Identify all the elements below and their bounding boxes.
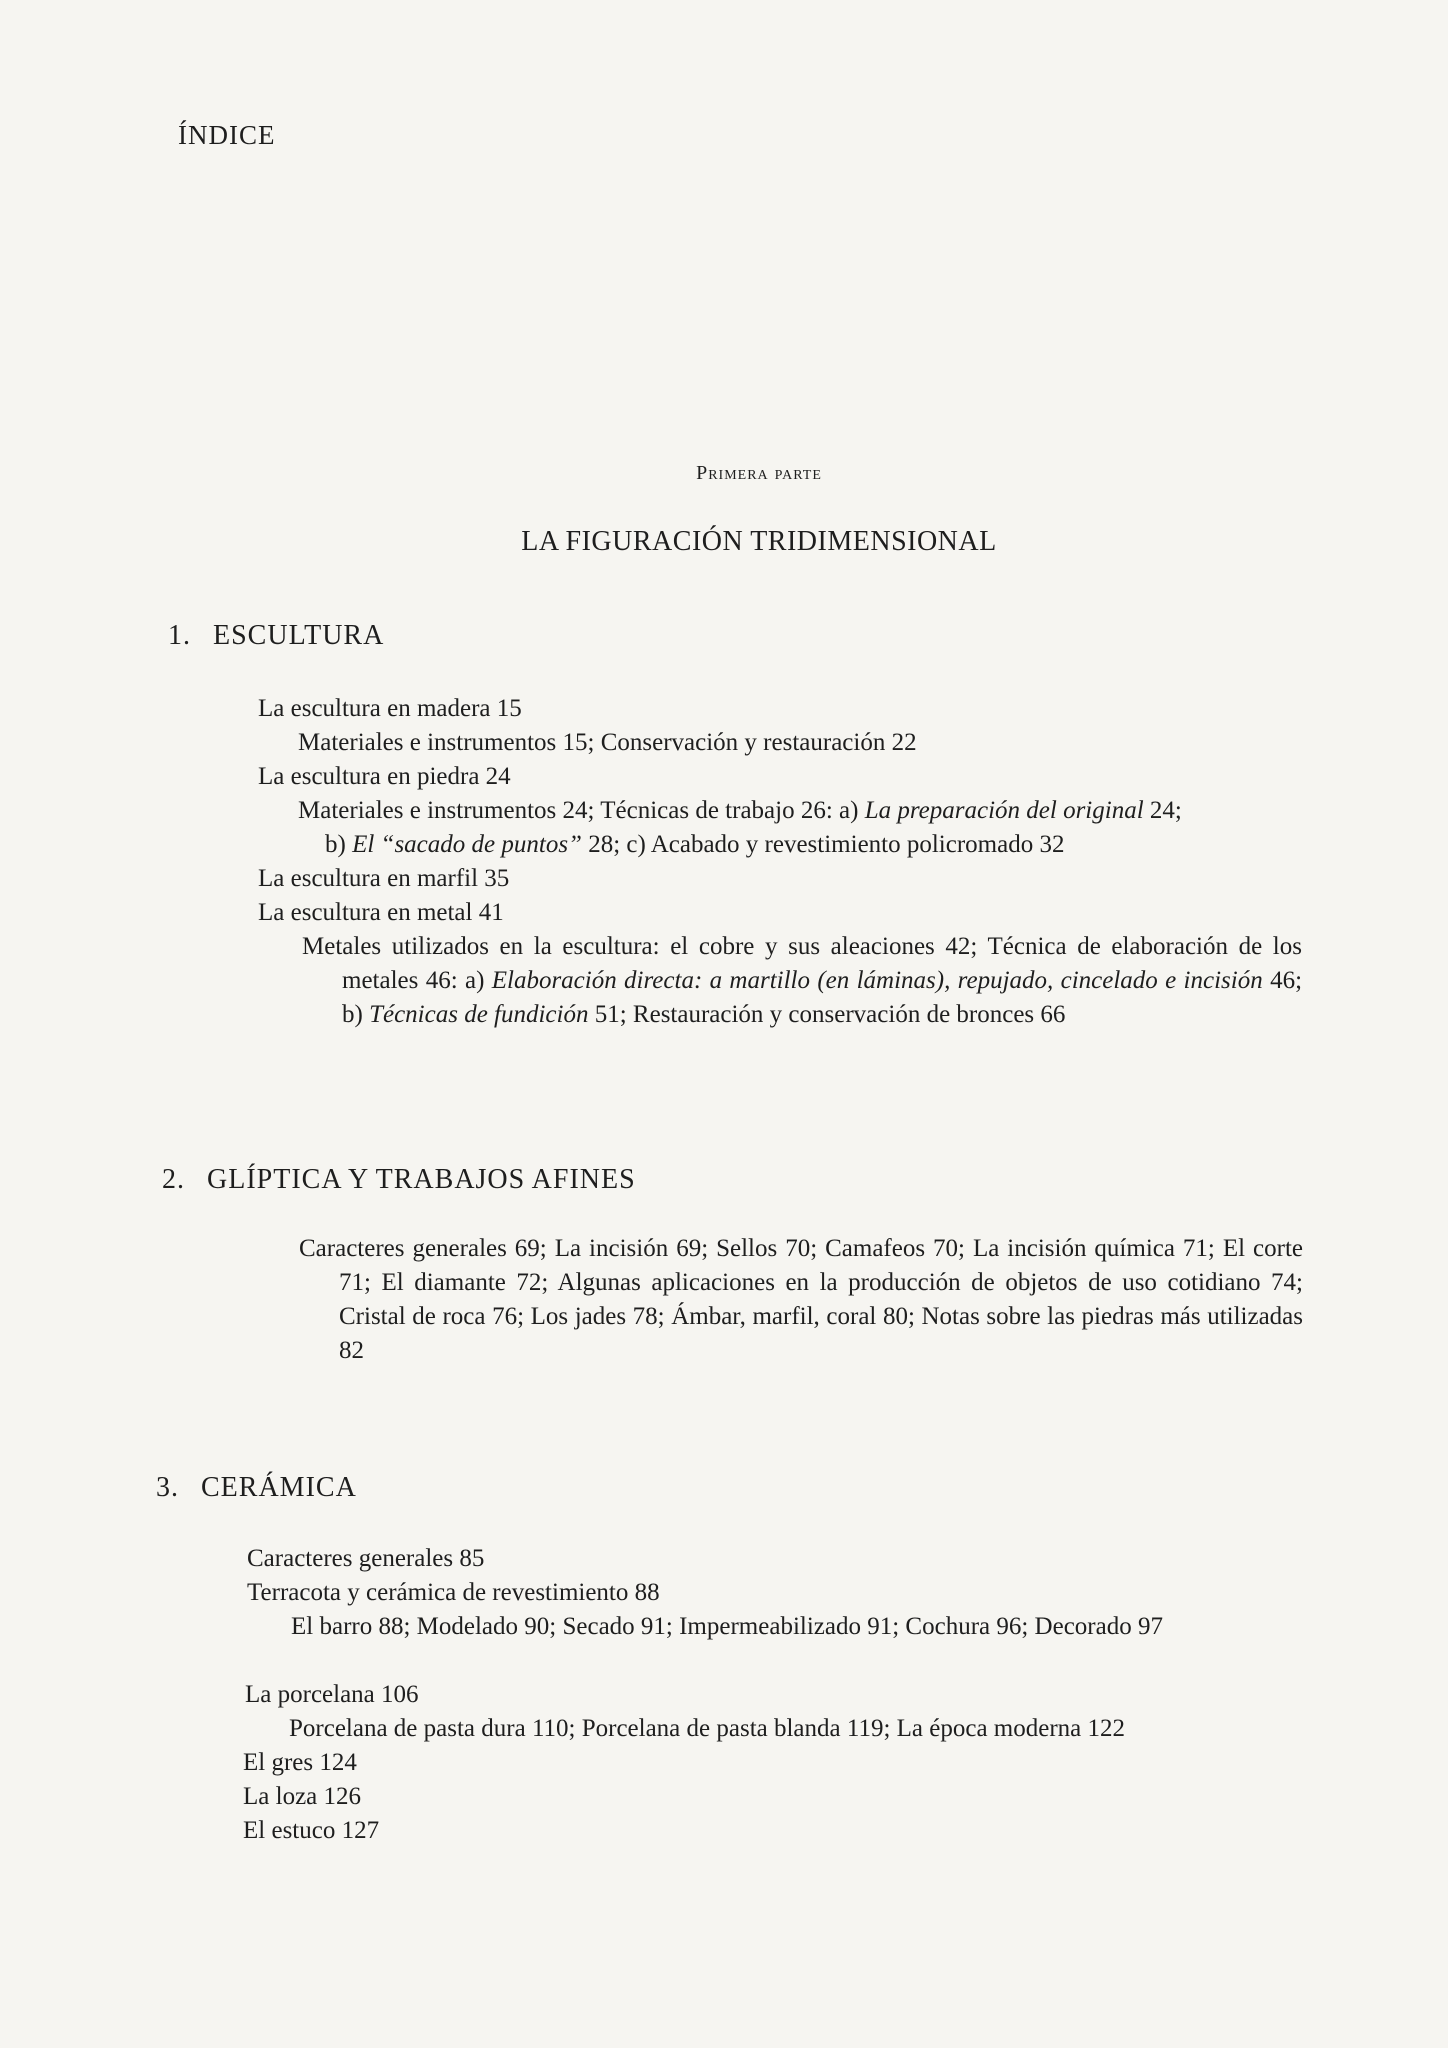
toc-entry: El estuco 127 [243,1817,380,1844]
toc-text: 51; Restauración y conservación de bronces 66 [594,1001,1066,1028]
toc-entry: La escultura en piedra 24 [258,763,511,790]
toc-subentry: Porcelana de pasta dura 110; Porcelana de pasta blanda 119; La época moderna 122 [289,1715,1126,1742]
toc-entry: Terracota y cerámica de revestimiento 88 [247,1579,660,1606]
toc-subentry-continuation [325,828,1064,862]
toc-entry: La escultura en marfil 35 [258,865,510,892]
toc-text: Materiales e instrumentos 24; Técnicas de trabajo 26: a) [298,797,859,824]
toc-italic-text: Elaboración directa: a martillo (en láminas), repujado, cincelado e incisión [491,967,1263,994]
toc-text: Metales utilizados en la escultura: el cobre y sus aleaciones 42; Técnica de elaboración de los metales 46: a) [302,933,1302,994]
toc-italic-text: Técnicas de fundición [369,1001,589,1028]
toc-entry: La escultura en madera 15 [258,695,522,722]
toc-entry: Caracteres generales 85 [247,1545,485,1572]
toc-entry: La loza 126 [243,1783,362,1810]
toc-paragraph: Caracteres generales 69; La incisión 69; Sellos 70; Camafeos 70; La incisión química 71; El corte 71; El diamante 72; Algunas aplicaciones en la producción de objetos de uso cotidiano 74; Cristal de roca 76; Los jades 78; Ámbar, marfil, coral 80; Notas sobre las piedras más utilizadas 82 [299,1235,1303,1364]
toc-text: b) [325,831,346,858]
section-number: 3. [156,1472,179,1503]
toc-subentry-block [302,930,1303,1032]
part-label [0,462,1448,485]
toc-text: 46; b) [342,967,1303,1028]
toc-entry: El gres 124 [243,1749,357,1776]
toc-subentry-block: El barro 88; Modelado 90; Secado 91; Impermeabilizado 91; Cochura 96; Decorado 97 [291,1613,1163,1640]
index-heading: ÍNDICE [178,120,276,150]
toc-text: 24; [1149,797,1182,824]
toc-entry: La escultura en metal 41 [258,899,504,926]
section-number: 2. [162,1164,185,1195]
section-heading-ceramica [156,1472,357,1504]
toc-italic-text: La preparación del original [864,797,1144,824]
toc-text: 28; c) Acabado y revestimiento policromado 32 [588,831,1065,858]
section-heading-gliptica [162,1164,636,1196]
section-title: ESCULTURA [213,620,385,651]
part-label-text: Primera parte [696,462,822,484]
section-number: 1. [168,620,191,651]
section-title: GLÍPTICA Y TRABAJOS AFINES [207,1164,636,1195]
section-title: CERÁMICA [201,1472,357,1503]
part-title: LA FIGURACIÓN TRIDIMENSIONAL [521,526,997,557]
toc-subentry-block [298,794,1308,828]
toc-italic-text: El “sacado de puntos” [352,831,582,858]
section-heading-escultura [168,620,384,652]
toc-subentry: Materiales e instrumentos 15; Conservación y restauración 22 [298,729,917,756]
toc-entry: La porcelana 106 [245,1681,419,1708]
